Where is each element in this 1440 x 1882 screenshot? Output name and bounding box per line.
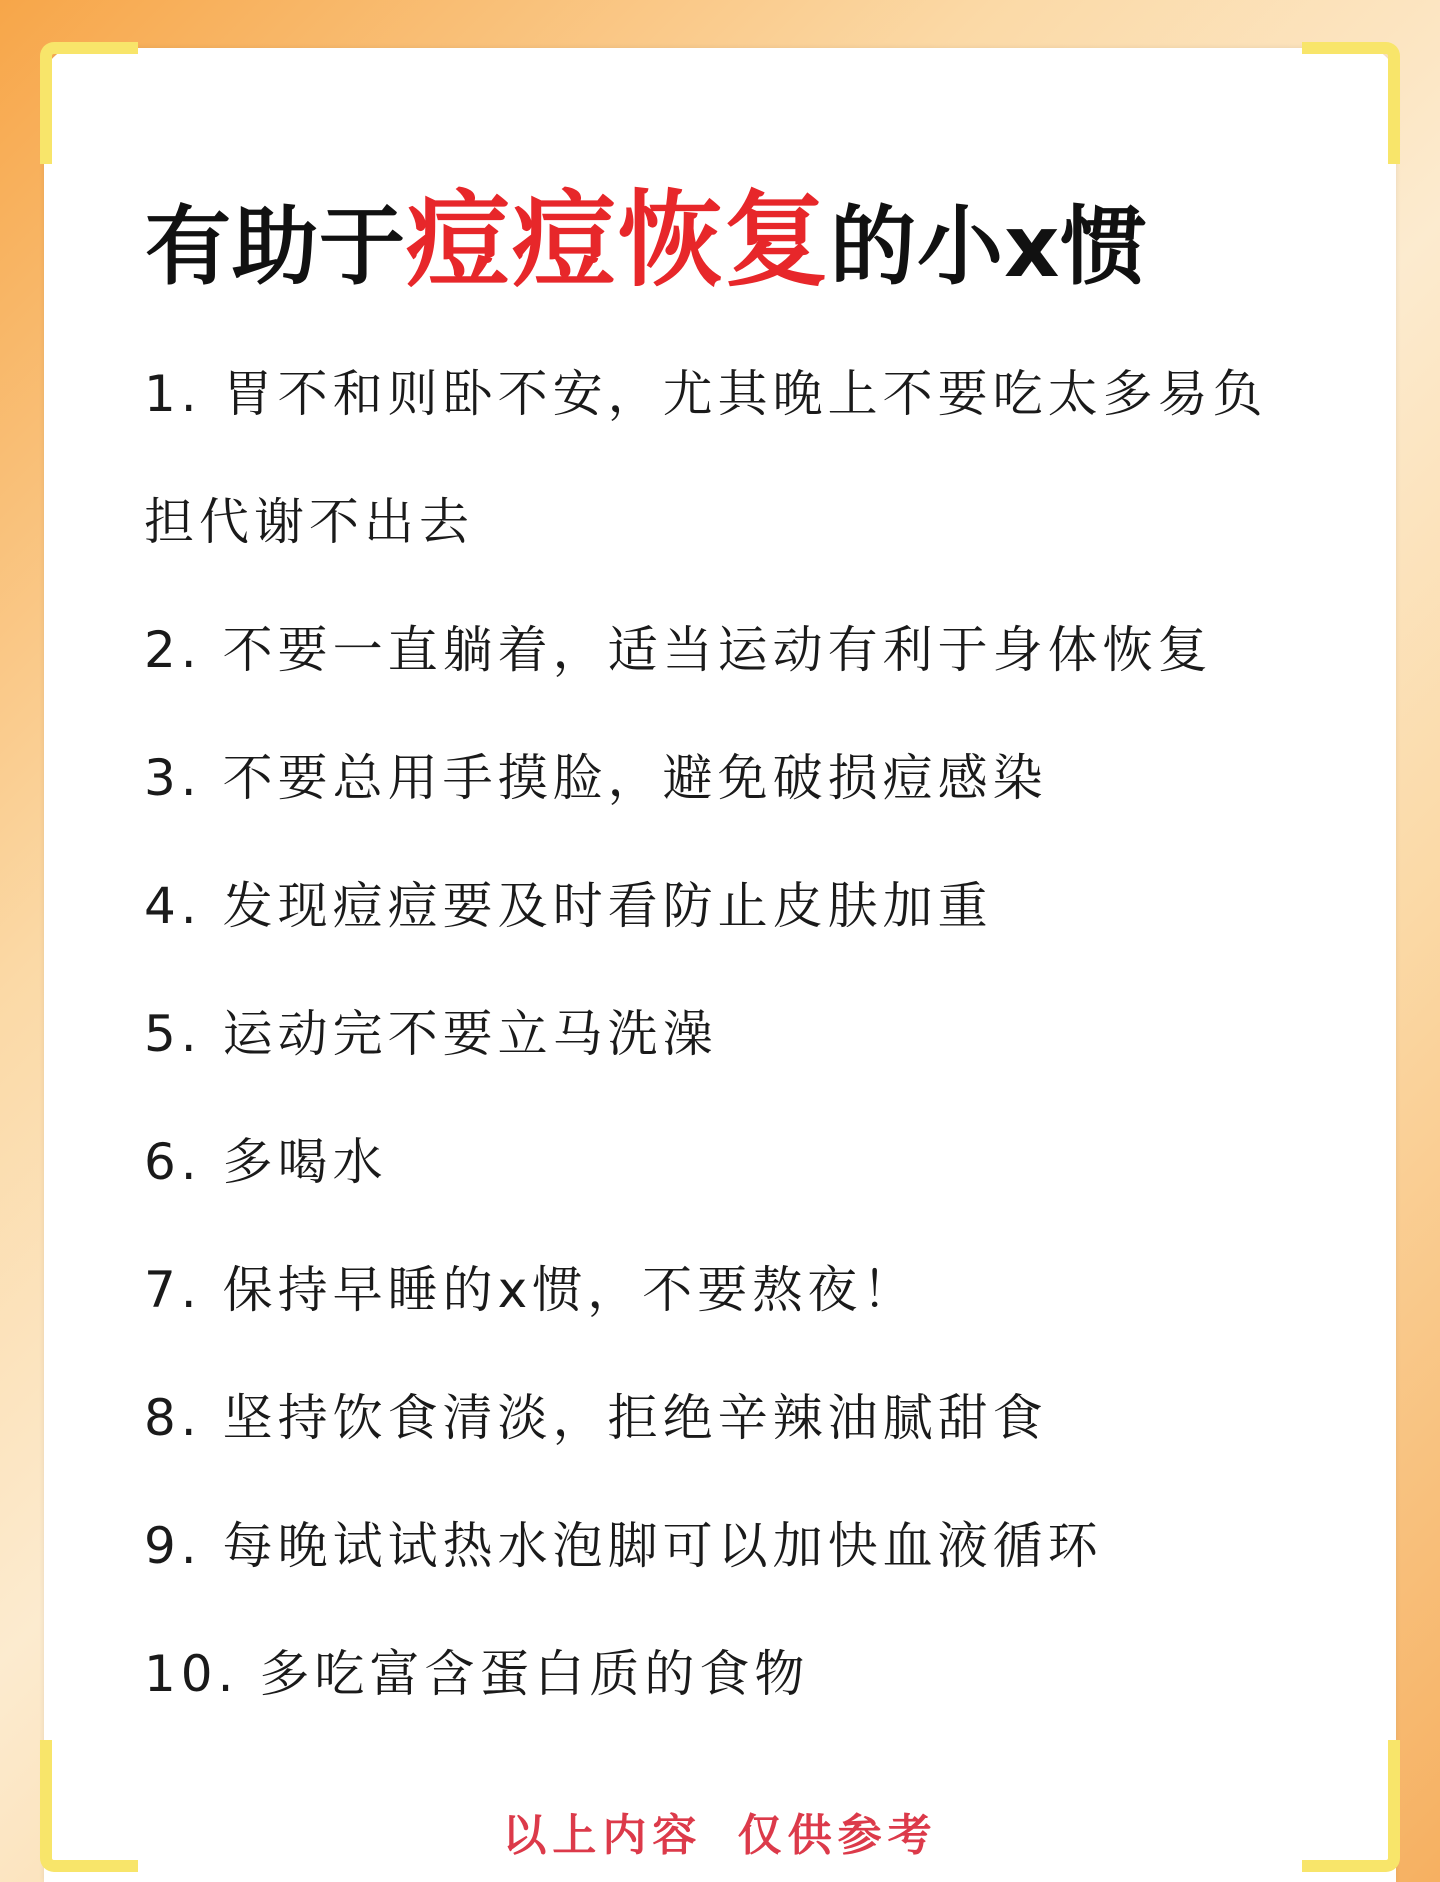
title-prefix: 有助于: [145, 197, 406, 297]
list-item: 1. 胃不和则卧不安，尤其晚上不要吃太多易负担代谢不出去: [144, 365, 1268, 551]
list-item: 5. 运动完不要立马洗澡: [144, 1005, 718, 1063]
list-item: 9. 每晚试试热水泡脚可以加快血液循环: [144, 1517, 1103, 1575]
title-suffix: 的小x惯: [830, 197, 1148, 297]
habit-list: [144, 330, 1294, 1738]
list-item: 10. 多吃富含蛋白质的食物: [144, 1645, 810, 1703]
corner-decoration-top-right: [1302, 42, 1400, 164]
footer-disclaimer: 以上内容 仅供参考: [502, 1810, 938, 1861]
page-title: [145, 175, 1345, 312]
corner-decoration-top-left: [40, 42, 138, 164]
list-item: 8. 坚持饮食清淡，拒绝辛辣油腻甜食: [144, 1389, 1048, 1447]
list-item: 7. 保持早睡的x惯，不要熬夜！: [144, 1261, 918, 1319]
list-item: 4. 发现痘痘要及时看防止皮肤加重: [144, 877, 993, 935]
list-item: 3. 不要总用手摸脸，避免破损痘感染: [144, 749, 1048, 807]
title-highlight: 痘痘恢复: [406, 179, 831, 301]
list-item: 6. 多喝水: [144, 1133, 388, 1191]
list-item: 2. 不要一直躺着，适当运动有利于身体恢复: [144, 621, 1213, 679]
